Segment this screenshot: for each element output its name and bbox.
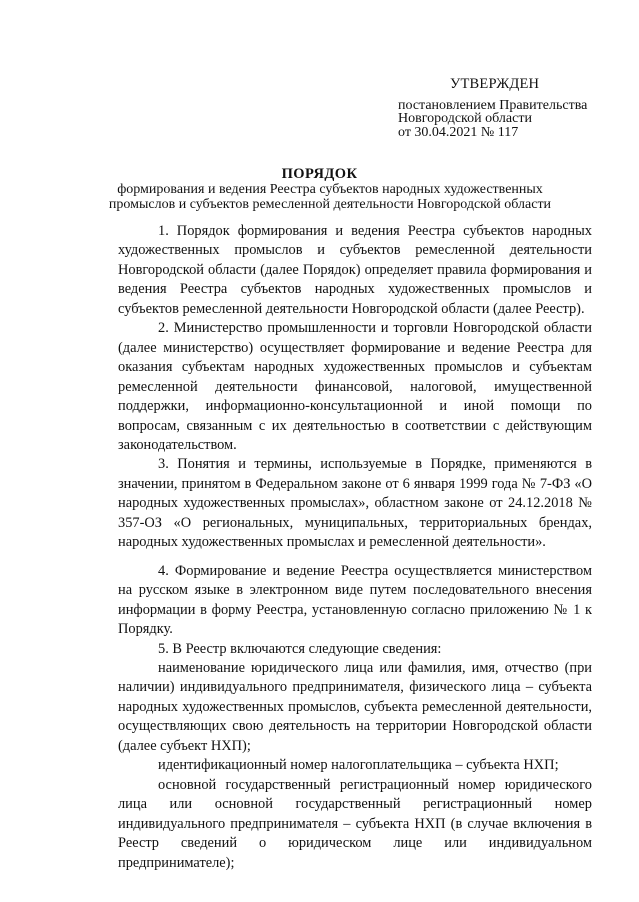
paragraph-5: 5. В Реестр включаются следующие сведения:: [158, 640, 442, 657]
paragraph-4: 4. Формирование и ведение Реестра осуществляется министерством на русском языке в электронном виде путем последовательного внесения информации в форму Реестра, установленную согласно приложению № 1 к Порядку.: [118, 562, 592, 638]
paragraph-1: 1. Порядок формирования и ведения Реестра субъектов народных художественных промыслов и субъектов ремесленной деятельности Новгородской области (далее Порядок) определяет правила формирования и ведения Реестра субъектов народных художественных промыслов и субъектов ремесленной деятельности Новгородской области (далее Реестр).: [118, 223, 592, 317]
paragraph-3: 3. Понятия и термины, используемые в Порядке, применяются в значении, принятом в Федеральном законе от 6 января 1999 года № 7-ФЗ «О народных художественных промыслах», областном законе от 24.12.2018 № 357-ОЗ «О региональных, муниципальных, территориальных брендах, народных художественных промыслах и ремесленной деятельности».: [118, 456, 592, 551]
approval-line-2: Новгородской области: [398, 111, 532, 126]
approval-block: [398, 78, 628, 139]
approval-line-1: постановлением Правительства: [398, 97, 588, 113]
paragraph-5-item-name: наименование юридического лица или фамилия, имя, отчество (при наличии) индивидуального предпринимателя, физического лица – субъекта народных художественных промыслов, субъекта ремесленной деятельности, осуществляющих свою деятельность на территории Новгородской области (далее субъект НХП);: [118, 659, 592, 754]
document-subtitle: [80, 183, 580, 212]
approval-line-3: от 30.04.2021 № 117: [398, 124, 519, 140]
paragraph-2: 2. Министерство промышленности и торговли Новгородской области (далее министерство) осуществляет формирование и ведение Реестра для оказания субъектам народных художественных промыслов и субъектам ремесленной деятельности финансовой, налоговой, имущественной поддержки, информационно-консультационной и иной помощи по вопросам, связанным с их деятельностью в соответствии с действующим законодательством.: [118, 320, 592, 453]
subtitle-line-2: промыслов и субъектов ремесленной деятельности Новгородской области: [108, 196, 552, 212]
subtitle-line-1: формирования и ведения Реестра субъектов народных художественных: [117, 182, 543, 197]
document-body: [118, 222, 592, 873]
paragraph-5-item-ogrn: основной государственный регистрационный номер юридического лица или основной государственный регистрационный номер индивидуального предпринимателя – субъекта НХП (в случае включения в Реестр сведений о юридическом лице или индивидуальном предпринимателе);: [118, 776, 592, 871]
approval-stamp: УТВЕРЖДЕН: [450, 76, 540, 92]
paragraph-5-item-inn: идентификационный номер налогоплательщика – субъекта НХП;: [158, 757, 559, 774]
document-title: ПОРЯДОК: [281, 166, 358, 182]
